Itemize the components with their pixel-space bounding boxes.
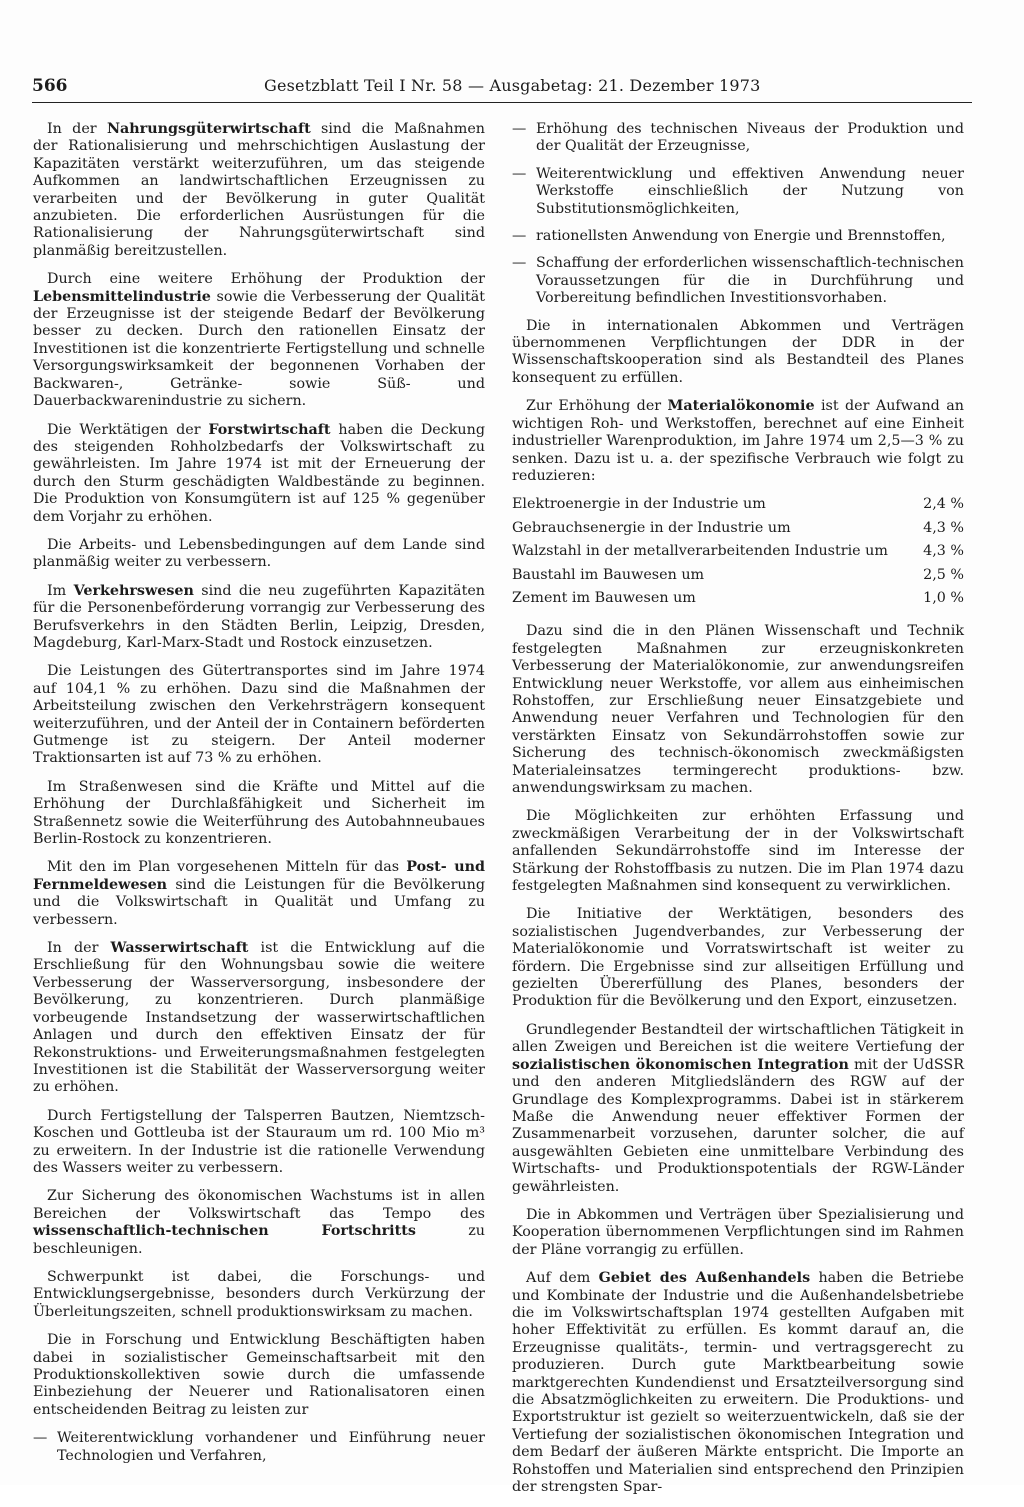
table-row xyxy=(512,520,964,543)
paragraph-nahrungsgueterwirtschaft: In der Nahrungsgüterwirtschaft sind die Maßnahmen der Rationalisierung und mehrschichtigen Auslastung der Kapazitäten verstärkt weiterzuführen, um das steigende Aufkommen an landwirtschaftlichen Erzeugnissen zu verarbeiten und der Bevölkerung in guter Qualität anzubieten. Die erforderlichen Ausrüstungen für die Rationalisierung der Nahrungsgüterwirtschaft sind planmäßig bereitzustellen. xyxy=(33,121,485,259)
dash-glyph: — xyxy=(512,228,527,245)
paragraph-aussenhandel: Auf dem Gebiet des Außenhandels haben die Betriebe und Kombinate der Industrie und die Außenhandelsbetriebe die im Volkswirtschaftsplan 1974 gestellten Aufgaben mit hoher Effektivität zu erfüllen. Es kommt darauf an, die Erzeugnisse qualitäts-, termin- und vertragsgerecht zu produzieren. Durch gute Marktbearbeitung sowie marktgerechten Kundendienst und Ersatzteilversorgung sind die Absatzmöglichkeiten zu erweitern. Die Produktions- und Exportstruktur ist gezielt so weiterzuentwickeln, daß sie der Vertiefung der sozialistischen ökonomischen Integration und dem Bedarf der äußeren Märkte entspricht. Die Importe an Rohstoffen und Materialien sind entsprechend den Prinzipien der strengsten Spar- xyxy=(512,1270,964,1496)
paragraph-plaene-wissenschaft-technik: Dazu sind die in den Plänen Wissenschaft und Technik festgelegten Maßnahmen zur erzeugniskonkreten Verbesserung der Materialökonomie, zur anwendungsreifen Entwicklung neuer Werkstoffe, vor allem aus einheimischen Rohstoffen, zur Erschließung neuer Einsatzgebiete und Anwendung neuer Verfahren und Technologien für den verstärkten Einsatz von Sekundärrohstoffen sowie zur Sicherung des technisch-ökonomisch zweckmäßigsten Materialeinsatzes termingerecht produktions- bzw. anwendungswirksam zu machen. xyxy=(512,623,964,796)
dash-glyph: — xyxy=(512,165,527,182)
reduction-label: Zement im Bauwesen um xyxy=(512,589,696,606)
list-item: — Erhöhung des technischen Niveaus der Produktion und der Qualität der Erzeugnisse, xyxy=(512,121,964,155)
paragraph-initiative-werktaetige: Die Initiative der Werktätigen, besonders des sozialistischen Jugendverbandes, zur Verbesserung der Materialökonomie und Vorratswirtschaft ist weiter zu fördern. Die Ergebnisse sind zur allseitigen Erfüllung und gezielten Übererfüllung des Planes, besonders der Produktion für die Bevölkerung und den Export, einzusetzen. xyxy=(512,906,964,1010)
list-item: — Weiterentwicklung und effektiven Anwendung neuer Werkstoffe einschließlich der Nutzung von Substitutionsmöglichkeiten, xyxy=(512,165,964,217)
paragraph-verkehrswesen: Im Verkehrswesen sind die neu zugeführten Kapazitäten für die Personenbeförderung vorrangig zur Verbesserung des Berufsverkehrs in den Städten Berlin, Leipzig, Dresden, Magdeburg, Karl-Marx-Stadt und Rostock einzusetzen. xyxy=(33,582,485,651)
reduction-label: Walzstahl in der metallverarbeitenden Industrie um xyxy=(512,543,888,560)
reduction-value: 2,5 % xyxy=(923,566,964,583)
paragraph-forschung-entwicklung: Die in Forschung und Entwicklung Beschäftigten haben dabei in sozialistischer Gemeinschaftsarbeit mit den Produktionskollektiven sowie durch die umfassende Einbeziehung der Neuerer und Rationalisatoren einen entscheidenden Beitrag zu leisten zur xyxy=(33,1332,485,1418)
dash-glyph: — xyxy=(512,121,527,137)
paragraph-lebensbedingungen: Die Arbeits- und Lebensbedingungen auf dem Lande sind planmäßig weiter zu verbessern. xyxy=(33,536,485,571)
running-head: Gesetzblatt Teil I Nr. 58 — Ausgabetag: 21. Dezember 1973 xyxy=(264,76,761,95)
reduction-value: 4,3 % xyxy=(923,543,964,560)
page-number: 566 xyxy=(32,76,68,96)
paragraph-materialoekonomie: Zur Erhöhung der Materialökonomie ist der Aufwand an wichtigen Roh- und Werkstoffen, berechnet auf eine Einheit industrieller Warenproduktion, im Jahre 1974 um 2,5—3 % zu senken. Dazu ist u. a. der spezifische Verbrauch wie folgt zu reduzieren: xyxy=(512,398,964,484)
reduction-value: 4,3 % xyxy=(923,519,964,536)
paragraph-guetertransport: Die Leistungen des Gütertransportes sind im Jahre 1974 auf 104,1 % zu erhöhen. Dazu sind die Maßnahmen der Arbeitsteilung zwischen den Verkehrsträgern konsequent weiterzuführen, und der Anteil der in Containern beförderten Gutmenge ist zu steigern. Der Anteil moderner Traktionsarten ist auf 73 % zu erhöhen. xyxy=(33,663,485,767)
reduction-table xyxy=(512,496,964,613)
dash-glyph: — xyxy=(33,1430,48,1447)
paragraph-wissenschaftlich-technischer-fortschritt: Zur Sicherung des ökonomischen Wachstums ist in allen Bereichen der Volkswirtschaft das Tempo des wissenschaftlich-technischen Fortschritts zu beschleunigen. xyxy=(33,1188,485,1257)
right-column xyxy=(512,121,964,1507)
reduction-label: Elektroenergie in der Industrie um xyxy=(512,496,766,513)
dash-glyph: — xyxy=(512,255,527,272)
table-row xyxy=(512,496,964,519)
paragraph-post-fernmeldewesen: Mit den im Plan vorgesehenen Mitteln für das Post- und Fernmeldewesen sind die Leistungen für die Bevölkerung und die Volkswirtschaft in Qualität und Umfang zu verbessern. xyxy=(33,859,485,928)
reduction-value: 2,4 % xyxy=(923,496,964,513)
paragraph-wasserwirtschaft: In der Wasserwirtschaft ist die Entwicklung auf die Erschließung für den Wohnungsbau sowie die weitere Verbesserung der Wasserversorgung, insbesondere der Bevölkerung, zu konzentrieren. Durch planmäßige vorbeugende Instandsetzung der wasserwirtschaftlichen Anlagen und durch den effektiven Einsatz der für Rekonstruktions- und Erweiterungsmaßnahmen festgelegten Investitionen ist die Stabilität der Wasserversorgung weiter zu erhöhen. xyxy=(33,940,485,1096)
reduction-value: 1,0 % xyxy=(923,589,964,606)
paragraph-wissenschaftskooperation: Die in internationalen Abkommen und Verträgen übernommenen Verpflichtungen der DDR in der Wissenschaftskooperation sind als Bestandteil des Planes konsequent zu erfüllen. xyxy=(512,317,964,386)
list-item: — rationellsten Anwendung von Energie und Brennstoffen, xyxy=(512,228,946,245)
table-row xyxy=(512,567,964,590)
left-column xyxy=(33,121,485,1475)
paragraph-sekundaerrohstoffe: Die Möglichkeiten zur erhöhten Erfassung und zweckmäßigen Verarbeitung der in der Volkswirtschaft anfallenden Sekundärrohstoffe sind im Interesse der Stärkung der Rohstoffbasis zu nutzen. Die im Plan 1974 dazu festgelegten Maßnahmen sind konsequent zu verwirklichen. xyxy=(512,808,964,895)
reduction-label: Baustahl im Bauwesen um xyxy=(512,566,705,583)
reduction-label: Gebrauchsenergie in der Industrie um xyxy=(512,519,791,536)
table-row xyxy=(512,543,964,566)
page-header xyxy=(32,76,972,103)
list-item: — Weiterentwicklung vorhandener und Einführung neuer Technologien und Verfahren, xyxy=(33,1430,485,1464)
paragraph-lebensmittelindustrie: Durch eine weitere Erhöhung der Produktion der Lebensmittelindustrie sowie die Verbesserung der Qualität der Erzeugnisse ist der steigende Bedarf der Bevölkerung besser zu decken. Durch den rationellen Einsatz der Investitionen ist die konzentrierte Fertigstellung und schnelle Versorgungswirksamkeit der begonnenen Vorhaben der Backwaren-, Getränke- sowie Süß- und Dauerbackwarenindustrie zu sichern. xyxy=(33,271,485,410)
paragraph-schwerpunkt: Schwerpunkt ist dabei, die Forschungs- und Entwicklungsergebnisse, besonders durch Verkürzung der Überleitungszeiten, schnell produktionswirksam zu machen. xyxy=(33,1268,485,1320)
table-row xyxy=(512,590,964,613)
paragraph-forstwirtschaft: Die Werktätigen der Forstwirtschaft haben die Deckung des steigenden Rohholzbedarfs der Volkswirtschaft zu gewährleisten. Im Jahre 1974 ist mit der Erneuerung der durch den Sturm geschädigten Waldbestände zu beginnen. Die Produktion von Konsumgütern ist auf 125 % gegenüber dem Vorjahr zu erhöhen. xyxy=(33,421,485,525)
paragraph-spezialisierung-kooperation: Die in Abkommen und Verträgen über Spezialisierung und Kooperation übernommenen Verpflichtungen sind im Rahmen der Pläne vorrangig zu erfüllen. xyxy=(512,1206,964,1258)
paragraph-strassenwesen: Im Straßenwesen sind die Kräfte und Mittel auf die Erhöhung der Durchlaßfähigkeit und Sicherheit im Straßennetz sowie die Weiterführung des Autobahnneubaues Berlin-Rostock zu konzentrieren. xyxy=(33,778,485,848)
paragraph-talsperren: Durch Fertigstellung der Talsperren Bautzen, Niemtzsch-Koschen und Gottleuba ist der Stauraum um rd. 100 Mio m³ zu erweitern. In der Industrie ist die rationelle Verwendung des Wassers weiter zu verbessern. xyxy=(33,1107,485,1176)
paragraph-oekonomische-integration: Grundlegender Bestandteil der wirtschaftlichen Tätigkeit in allen Zweigen und Bereichen ist die weitere Vertiefung der sozialistischen ökonomischen Integration mit der UdSSR und den anderen Mitgliedsländern des RGW auf der Grundlage des Komplexprogramms. Dabei ist in stärkerem Maße die Anwendung neuer effektiver Formen der Zusammenarbeit vorzusehen, darunter solcher, die auf ausgewählten Gebieten eine unmittelbare Verbindung des Wirtschafts- und Produktionspotentials der RGW-Länder gewährleisten. xyxy=(512,1021,964,1195)
list-item: — Schaffung der erforderlichen wissenschaftlich-technischen Voraussetzungen für die in Durchführung und Vorbereitung befindlichen Investitionsvorhaben. xyxy=(512,255,964,307)
